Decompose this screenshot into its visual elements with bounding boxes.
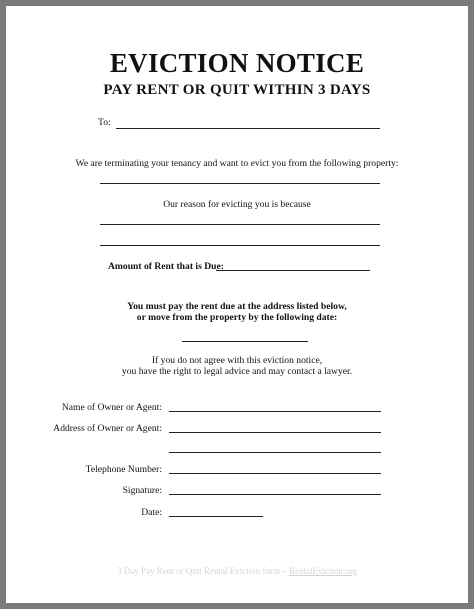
date-field-line[interactable]	[169, 516, 263, 517]
footer	[6, 566, 468, 576]
pay-instruction-line-2: or move from the property by the following date:	[136, 312, 338, 323]
date-label: Date:	[141, 507, 162, 518]
reason-statement: Our reason for evicting you is because	[163, 199, 311, 210]
signature-label: Signature:	[122, 485, 162, 496]
to-field-line[interactable]	[116, 128, 380, 129]
owner-address-label: Address of Owner or Agent:	[53, 423, 162, 434]
telephone-label: Telephone Number:	[85, 464, 162, 475]
footer-site-link[interactable]: RentalEviction.org	[288, 566, 358, 576]
amount-due-field-line[interactable]	[216, 270, 370, 271]
eviction-notice-page	[6, 6, 468, 603]
disagree-line-2: you have the right to legal advice and may contact a lawyer.	[121, 366, 353, 377]
terminating-statement: We are terminating your tenancy and want to evict you from the following property:	[75, 158, 399, 169]
document-subtitle: PAY RENT OR QUIT WITHIN 3 DAYS	[103, 82, 371, 98]
owner-address-field-line-2[interactable]	[169, 452, 381, 453]
owner-address-field-line-1[interactable]	[169, 432, 381, 433]
owner-name-label: Name of Owner or Agent:	[61, 402, 162, 413]
signature-field-line[interactable]	[169, 494, 381, 495]
footer-text: 3 Day Pay Rent or Quit Rental Eviction form –	[116, 566, 289, 576]
document-title: EVICTION NOTICE	[109, 48, 365, 78]
pay-instruction-line-1: You must pay the rent due at the address listed below,	[127, 301, 347, 312]
reason-field-line-2[interactable]	[100, 245, 380, 246]
disagree-line-1: If you do not agree with this eviction notice,	[151, 355, 323, 366]
to-label: To:	[98, 117, 111, 128]
move-date-field-line[interactable]	[182, 341, 308, 342]
reason-field-line-1[interactable]	[100, 224, 380, 225]
property-field-line[interactable]	[100, 183, 380, 184]
telephone-field-line[interactable]	[169, 473, 381, 474]
amount-due-label: Amount of Rent that is Due:	[108, 261, 224, 272]
owner-name-field-line[interactable]	[169, 411, 381, 412]
